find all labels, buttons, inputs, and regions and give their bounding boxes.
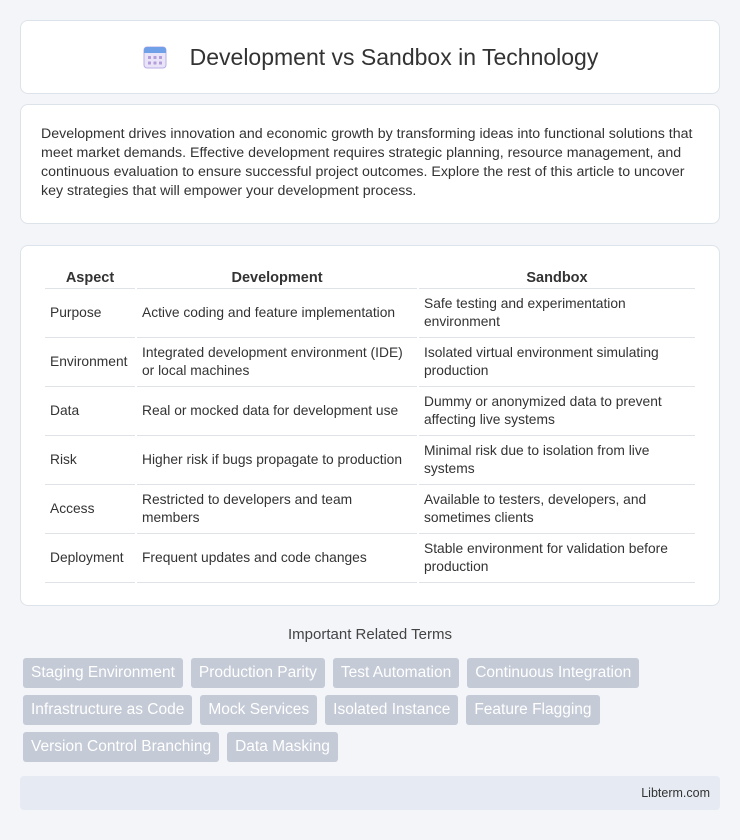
cell-sandbox: Dummy or anonymized data to prevent affecting live systems <box>419 387 695 436</box>
cell-development: Active coding and feature implementation <box>137 289 417 338</box>
cell-sandbox: Safe testing and experimentation environment <box>419 289 695 338</box>
comparison-table <box>43 266 697 583</box>
table-row <box>45 436 695 485</box>
tag-test-automation[interactable]: Test Automation <box>333 658 459 688</box>
cell-aspect: Access <box>45 485 135 534</box>
header-card <box>20 20 720 94</box>
cell-aspect: Risk <box>45 436 135 485</box>
table-row <box>45 387 695 436</box>
cell-aspect: Purpose <box>45 289 135 338</box>
table-row <box>45 534 695 583</box>
tag-isolated-instance[interactable]: Isolated Instance <box>325 695 458 725</box>
related-terms-list <box>23 658 723 762</box>
table-row <box>45 338 695 387</box>
cell-sandbox: Available to testers, developers, and sometimes clients <box>419 485 695 534</box>
cell-aspect: Deployment <box>45 534 135 583</box>
calendar-icon <box>142 44 168 70</box>
tag-staging-environment[interactable]: Staging Environment <box>23 658 183 688</box>
cell-sandbox: Minimal risk due to isolation from live systems <box>419 436 695 485</box>
page-title: Development vs Sandbox in Technology <box>189 43 599 70</box>
cell-aspect: Data <box>45 387 135 436</box>
comparison-card <box>20 245 720 606</box>
table-header-row <box>45 266 695 289</box>
tag-continuous-integration[interactable]: Continuous Integration <box>467 658 639 688</box>
tag-mock-services[interactable]: Mock Services <box>200 695 317 725</box>
cell-sandbox: Isolated virtual environment simulating production <box>419 338 695 387</box>
cell-development: Restricted to developers and team members <box>137 485 417 534</box>
intro-card <box>20 104 720 224</box>
footer <box>20 776 720 810</box>
table-row <box>45 289 695 338</box>
header-aspect: Aspect <box>45 266 135 289</box>
table-row <box>45 485 695 534</box>
tag-production-parity[interactable]: Production Parity <box>191 658 325 688</box>
cell-sandbox: Stable environment for validation before production <box>419 534 695 583</box>
header-sandbox: Sandbox <box>419 266 695 289</box>
tag-version-control-branching[interactable]: Version Control Branching <box>23 732 219 762</box>
intro-text: Development drives innovation and economic growth by transforming ideas into functional solutions that meet market demands. Effective development requires strategic planning, resource management, and continuous evaluation to ensure successful project outcomes. Explore the rest of this article to uncover key strategies that will empower your development process. <box>41 126 693 199</box>
tag-data-masking[interactable]: Data Masking <box>227 732 338 762</box>
cell-development: Higher risk if bugs propagate to production <box>137 436 417 485</box>
cell-development: Integrated development environment (IDE) or local machines <box>137 338 417 387</box>
cell-aspect: Environment <box>45 338 135 387</box>
cell-development: Frequent updates and code changes <box>137 534 417 583</box>
related-terms-title: Important Related Terms <box>288 626 452 643</box>
tag-feature-flagging[interactable]: Feature Flagging <box>466 695 599 725</box>
footer-site-link[interactable]: Libterm.com <box>641 786 710 800</box>
header-development: Development <box>137 266 417 289</box>
tag-infrastructure-as-code[interactable]: Infrastructure as Code <box>23 695 192 725</box>
cell-development: Real or mocked data for development use <box>137 387 417 436</box>
